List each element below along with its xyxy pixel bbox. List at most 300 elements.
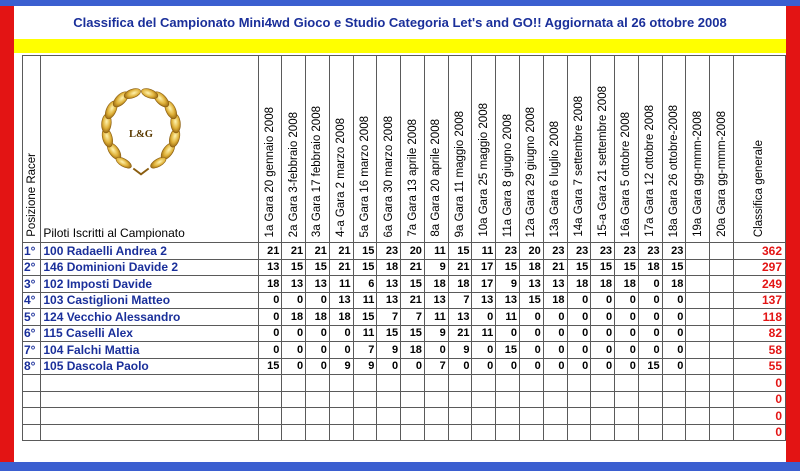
race-header-17 — [638, 56, 662, 243]
score-cell: 0 — [472, 309, 496, 326]
position-cell — [23, 375, 41, 392]
score-cell — [710, 292, 734, 309]
pilot-name-cell: 146 Dominioni Davide 2 — [41, 259, 258, 276]
score-cell: 13 — [282, 276, 306, 293]
pilots-header — [41, 56, 258, 243]
score-cell: 0 — [591, 325, 615, 342]
pilot-name-cell: 103 Castiglioni Matteo — [41, 292, 258, 309]
score-cell — [710, 309, 734, 326]
score-cell: 18 — [329, 309, 353, 326]
score-cell: 21 — [306, 243, 330, 260]
score-cell — [448, 408, 472, 425]
race-header-label: 6a Gara 30 marzo 2008 — [382, 115, 395, 237]
score-cell: 0 — [567, 309, 591, 326]
race-header-label: 13a Gara 6 luglio 2008 — [549, 120, 562, 237]
table-row — [23, 309, 786, 326]
score-cell: 15 — [401, 276, 425, 293]
table-row — [23, 292, 786, 309]
score-cell — [353, 408, 377, 425]
score-cell: 18 — [306, 309, 330, 326]
score-cell: 18 — [567, 276, 591, 293]
score-cell — [710, 391, 734, 408]
score-cell: 0 — [258, 292, 282, 309]
standings-body — [23, 243, 786, 441]
race-header-4 — [329, 56, 353, 243]
total-cell: 297 — [733, 259, 785, 276]
score-cell: 15 — [591, 259, 615, 276]
score-cell: 0 — [472, 358, 496, 375]
score-cell: 0 — [638, 276, 662, 293]
race-header-7 — [401, 56, 425, 243]
position-cell: 1° — [23, 243, 41, 260]
score-cell — [591, 391, 615, 408]
score-cell: 23 — [591, 243, 615, 260]
score-cell: 0 — [282, 358, 306, 375]
score-cell: 21 — [258, 243, 282, 260]
score-cell: 0 — [329, 325, 353, 342]
race-header-15 — [591, 56, 615, 243]
score-cell — [401, 408, 425, 425]
score-cell: 18 — [543, 292, 567, 309]
score-cell — [258, 391, 282, 408]
total-cell: 55 — [733, 358, 785, 375]
pilot-name-cell — [41, 424, 258, 441]
score-cell: 21 — [543, 259, 567, 276]
score-cell: 15 — [401, 325, 425, 342]
score-cell: 13 — [543, 276, 567, 293]
score-cell: 0 — [306, 292, 330, 309]
score-cell — [638, 424, 662, 441]
score-cell: 15 — [282, 259, 306, 276]
score-cell — [543, 424, 567, 441]
score-cell: 13 — [424, 292, 448, 309]
score-cell: 0 — [472, 342, 496, 359]
bottom-border — [0, 462, 800, 471]
race-header-label: 14a Gara 7 settembre 2008 — [572, 96, 585, 237]
race-header-1 — [258, 56, 282, 243]
left-border — [0, 6, 14, 471]
score-cell — [448, 375, 472, 392]
score-cell: 0 — [662, 292, 686, 309]
race-header-9 — [448, 56, 472, 243]
score-cell: 11 — [472, 325, 496, 342]
score-cell: 0 — [258, 325, 282, 342]
total-cell: 137 — [733, 292, 785, 309]
score-cell: 11 — [424, 243, 448, 260]
score-cell: 15 — [448, 243, 472, 260]
score-cell: 0 — [567, 325, 591, 342]
score-cell: 0 — [401, 358, 425, 375]
score-cell — [686, 342, 710, 359]
position-cell: 3° — [23, 276, 41, 293]
pilot-name-cell: 115 Caselli Alex — [41, 325, 258, 342]
score-cell: 18 — [520, 259, 544, 276]
score-cell: 0 — [567, 292, 591, 309]
score-cell: 0 — [615, 292, 639, 309]
score-cell: 18 — [615, 276, 639, 293]
position-cell — [23, 408, 41, 425]
table-row — [23, 358, 786, 375]
race-header-label: 18a Gara 26 ottobre-2008 — [667, 104, 680, 237]
score-cell — [282, 375, 306, 392]
pilot-name-cell: 105 Dascola Paolo — [41, 358, 258, 375]
score-cell: 23 — [615, 243, 639, 260]
score-cell: 15 — [258, 358, 282, 375]
score-cell — [377, 424, 401, 441]
score-cell — [710, 259, 734, 276]
score-cell — [686, 292, 710, 309]
score-cell: 18 — [662, 276, 686, 293]
score-cell — [662, 375, 686, 392]
score-cell: 0 — [282, 292, 306, 309]
score-cell: 11 — [472, 243, 496, 260]
score-cell: 15 — [377, 325, 401, 342]
score-cell — [591, 424, 615, 441]
score-cell — [686, 375, 710, 392]
standings-table-container — [22, 55, 786, 460]
score-cell — [615, 375, 639, 392]
score-cell: 0 — [520, 358, 544, 375]
score-cell: 13 — [306, 276, 330, 293]
score-cell: 7 — [401, 309, 425, 326]
score-cell: 18 — [448, 276, 472, 293]
score-cell: 15 — [496, 259, 520, 276]
race-header-label: 5a Gara 16 marzo 2008 — [359, 115, 372, 237]
score-cell: 0 — [520, 309, 544, 326]
score-cell — [520, 424, 544, 441]
score-cell — [282, 391, 306, 408]
score-cell: 18 — [258, 276, 282, 293]
score-cell: 0 — [638, 292, 662, 309]
race-header-label: 9a Gara 11 maggio 2008 — [454, 110, 467, 237]
title-banner — [14, 6, 786, 40]
score-cell — [472, 391, 496, 408]
score-cell — [520, 391, 544, 408]
score-cell — [686, 325, 710, 342]
score-cell: 0 — [567, 358, 591, 375]
score-cell: 18 — [401, 342, 425, 359]
score-cell — [710, 358, 734, 375]
score-cell: 0 — [543, 309, 567, 326]
score-cell: 0 — [377, 358, 401, 375]
score-cell — [686, 358, 710, 375]
score-cell: 0 — [329, 342, 353, 359]
score-cell: 20 — [520, 243, 544, 260]
total-cell: 58 — [733, 342, 785, 359]
score-cell — [710, 424, 734, 441]
score-cell: 0 — [448, 358, 472, 375]
score-cell — [258, 375, 282, 392]
score-cell — [710, 325, 734, 342]
score-cell: 21 — [329, 243, 353, 260]
score-cell: 0 — [543, 358, 567, 375]
race-header-label: 1a Gara 20 gennaio 2008 — [263, 106, 276, 237]
total-header-label: Classifica generale — [753, 139, 766, 237]
score-cell: 0 — [638, 325, 662, 342]
score-cell: 21 — [329, 259, 353, 276]
score-cell — [472, 375, 496, 392]
score-cell: 0 — [591, 358, 615, 375]
score-cell — [543, 375, 567, 392]
race-header-14 — [567, 56, 591, 243]
score-cell — [686, 259, 710, 276]
score-cell: 23 — [567, 243, 591, 260]
score-cell: 11 — [353, 292, 377, 309]
score-cell — [472, 424, 496, 441]
score-cell — [686, 391, 710, 408]
score-cell — [567, 375, 591, 392]
total-header — [733, 56, 785, 243]
position-cell: 2° — [23, 259, 41, 276]
race-header-20 — [710, 56, 734, 243]
score-cell: 11 — [424, 309, 448, 326]
score-cell: 15 — [353, 243, 377, 260]
score-cell — [710, 408, 734, 425]
score-cell: 15 — [353, 259, 377, 276]
score-cell — [496, 424, 520, 441]
score-cell — [496, 375, 520, 392]
score-cell — [329, 408, 353, 425]
score-cell — [567, 408, 591, 425]
score-cell: 0 — [615, 325, 639, 342]
score-cell: 23 — [638, 243, 662, 260]
score-cell: 0 — [567, 342, 591, 359]
position-cell: 4° — [23, 292, 41, 309]
score-cell: 23 — [377, 243, 401, 260]
yellow-band — [14, 39, 786, 53]
race-header-19 — [686, 56, 710, 243]
score-cell: 15 — [306, 259, 330, 276]
score-cell — [543, 408, 567, 425]
score-cell — [448, 424, 472, 441]
table-row — [23, 259, 786, 276]
score-cell: 0 — [543, 325, 567, 342]
race-header-label: 20a Gara gg-mmm-2008 — [715, 111, 728, 237]
score-cell: 18 — [591, 276, 615, 293]
total-cell: 0 — [733, 391, 785, 408]
table-row — [23, 375, 786, 392]
race-header-8 — [424, 56, 448, 243]
score-cell — [401, 375, 425, 392]
race-header-label: 7a Gara 13 aprile 2008 — [406, 119, 419, 237]
score-cell — [353, 424, 377, 441]
score-cell: 21 — [448, 259, 472, 276]
score-cell — [710, 342, 734, 359]
score-cell: 15 — [662, 259, 686, 276]
position-cell — [23, 391, 41, 408]
race-header-label: 15-a Gara 21 settembre 2008 — [596, 86, 609, 237]
score-cell — [615, 424, 639, 441]
score-cell — [520, 375, 544, 392]
race-header-label: 8a Gara 20 aprile 2008 — [430, 119, 443, 237]
total-cell: 0 — [733, 424, 785, 441]
score-cell: 0 — [615, 342, 639, 359]
race-header-label: 3a Gara 17 febbraio 2008 — [311, 105, 324, 237]
score-cell — [638, 391, 662, 408]
score-cell: 0 — [282, 342, 306, 359]
score-cell: 21 — [401, 259, 425, 276]
score-cell: 13 — [496, 292, 520, 309]
score-cell — [567, 424, 591, 441]
table-row — [23, 424, 786, 441]
total-cell: 362 — [733, 243, 785, 260]
score-cell — [662, 391, 686, 408]
table-row — [23, 243, 786, 260]
score-cell — [377, 375, 401, 392]
score-cell: 21 — [401, 292, 425, 309]
score-cell: 15 — [567, 259, 591, 276]
score-cell: 23 — [662, 243, 686, 260]
position-cell: 5° — [23, 309, 41, 326]
score-cell: 9 — [329, 358, 353, 375]
race-header-12 — [520, 56, 544, 243]
score-cell: 21 — [448, 325, 472, 342]
score-cell: 0 — [638, 309, 662, 326]
score-cell: 20 — [401, 243, 425, 260]
position-header: Posizione Racer — [23, 56, 41, 243]
score-cell: 17 — [472, 276, 496, 293]
score-cell: 0 — [615, 309, 639, 326]
score-cell: 9 — [448, 342, 472, 359]
score-cell: 0 — [520, 325, 544, 342]
table-row — [23, 276, 786, 293]
pilot-name-cell: 124 Vecchio Alessandro — [41, 309, 258, 326]
score-cell — [258, 408, 282, 425]
score-cell: 15 — [496, 342, 520, 359]
score-cell: 0 — [615, 358, 639, 375]
score-cell: 11 — [329, 276, 353, 293]
score-cell: 0 — [638, 342, 662, 359]
table-row — [23, 325, 786, 342]
score-cell: 0 — [258, 309, 282, 326]
score-cell — [710, 243, 734, 260]
race-header-label: 17a Gara 12 ottobre 2008 — [644, 105, 657, 237]
score-cell — [686, 408, 710, 425]
score-cell: 9 — [496, 276, 520, 293]
score-cell — [424, 424, 448, 441]
score-cell — [615, 391, 639, 408]
score-cell: 13 — [258, 259, 282, 276]
score-cell — [710, 276, 734, 293]
score-cell — [424, 391, 448, 408]
score-cell — [567, 391, 591, 408]
score-cell: 18 — [282, 309, 306, 326]
score-cell — [638, 408, 662, 425]
score-cell — [282, 424, 306, 441]
header-row — [23, 56, 786, 243]
race-header-label: 10a Gara 25 maggio 2008 — [477, 103, 490, 237]
race-header-label: 4-a Gara 2 marzo 2008 — [335, 118, 348, 237]
score-cell: 9 — [424, 325, 448, 342]
score-cell: 0 — [306, 342, 330, 359]
race-header-10 — [472, 56, 496, 243]
score-cell: 13 — [472, 292, 496, 309]
score-cell — [306, 375, 330, 392]
logo-text-layer — [93, 84, 189, 180]
position-cell: 8° — [23, 358, 41, 375]
race-header-5 — [353, 56, 377, 243]
score-cell: 11 — [496, 309, 520, 326]
score-cell: 13 — [448, 309, 472, 326]
score-cell: 13 — [329, 292, 353, 309]
score-cell: 13 — [377, 292, 401, 309]
score-cell: 21 — [282, 243, 306, 260]
score-cell: 9 — [424, 259, 448, 276]
race-header-6 — [377, 56, 401, 243]
score-cell: 0 — [662, 358, 686, 375]
score-cell — [401, 391, 425, 408]
score-cell: 7 — [448, 292, 472, 309]
score-cell — [472, 408, 496, 425]
score-cell — [353, 391, 377, 408]
score-cell — [258, 424, 282, 441]
score-cell: 0 — [543, 342, 567, 359]
total-cell: 82 — [733, 325, 785, 342]
score-cell: 13 — [377, 276, 401, 293]
score-cell: 0 — [591, 342, 615, 359]
race-header-13 — [543, 56, 567, 243]
race-header-label: 16a Gara 5 ottobre 2008 — [620, 111, 633, 237]
score-cell: 9 — [377, 342, 401, 359]
score-cell: 23 — [543, 243, 567, 260]
score-cell: 0 — [306, 358, 330, 375]
score-cell — [448, 391, 472, 408]
race-header-3 — [306, 56, 330, 243]
score-cell: 0 — [306, 325, 330, 342]
score-cell — [282, 408, 306, 425]
score-cell: 18 — [424, 276, 448, 293]
score-cell — [638, 375, 662, 392]
score-cell — [401, 424, 425, 441]
position-cell: 6° — [23, 325, 41, 342]
score-cell — [662, 424, 686, 441]
total-cell: 0 — [733, 375, 785, 392]
total-cell: 249 — [733, 276, 785, 293]
score-cell — [591, 408, 615, 425]
score-cell — [329, 424, 353, 441]
race-header-18 — [662, 56, 686, 243]
position-cell — [23, 424, 41, 441]
race-header-label: 19a Gara gg-mmm-2008 — [691, 111, 704, 237]
score-cell: 0 — [258, 342, 282, 359]
pilot-name-cell: 100 Radaelli Andrea 2 — [41, 243, 258, 260]
score-cell — [377, 408, 401, 425]
position-cell: 7° — [23, 342, 41, 359]
score-cell: 9 — [353, 358, 377, 375]
score-cell: 18 — [638, 259, 662, 276]
right-border — [786, 6, 800, 471]
race-header-label: 11a Gara 8 giugno 2008 — [501, 113, 514, 237]
score-cell: 23 — [496, 243, 520, 260]
race-header-11 — [496, 56, 520, 243]
pilots-column-label: Piloti Iscritti al Campionato — [43, 226, 185, 240]
table-row — [23, 342, 786, 359]
race-header-16 — [615, 56, 639, 243]
score-cell: 15 — [615, 259, 639, 276]
score-cell: 0 — [662, 325, 686, 342]
score-cell: 0 — [496, 325, 520, 342]
table-row — [23, 391, 786, 408]
score-cell: 7 — [353, 342, 377, 359]
score-cell — [496, 408, 520, 425]
score-cell: 15 — [353, 309, 377, 326]
pilot-name-cell — [41, 375, 258, 392]
score-cell — [591, 375, 615, 392]
score-cell — [306, 408, 330, 425]
logo-text: L&G — [129, 128, 154, 140]
score-cell: 18 — [377, 259, 401, 276]
score-cell — [662, 408, 686, 425]
